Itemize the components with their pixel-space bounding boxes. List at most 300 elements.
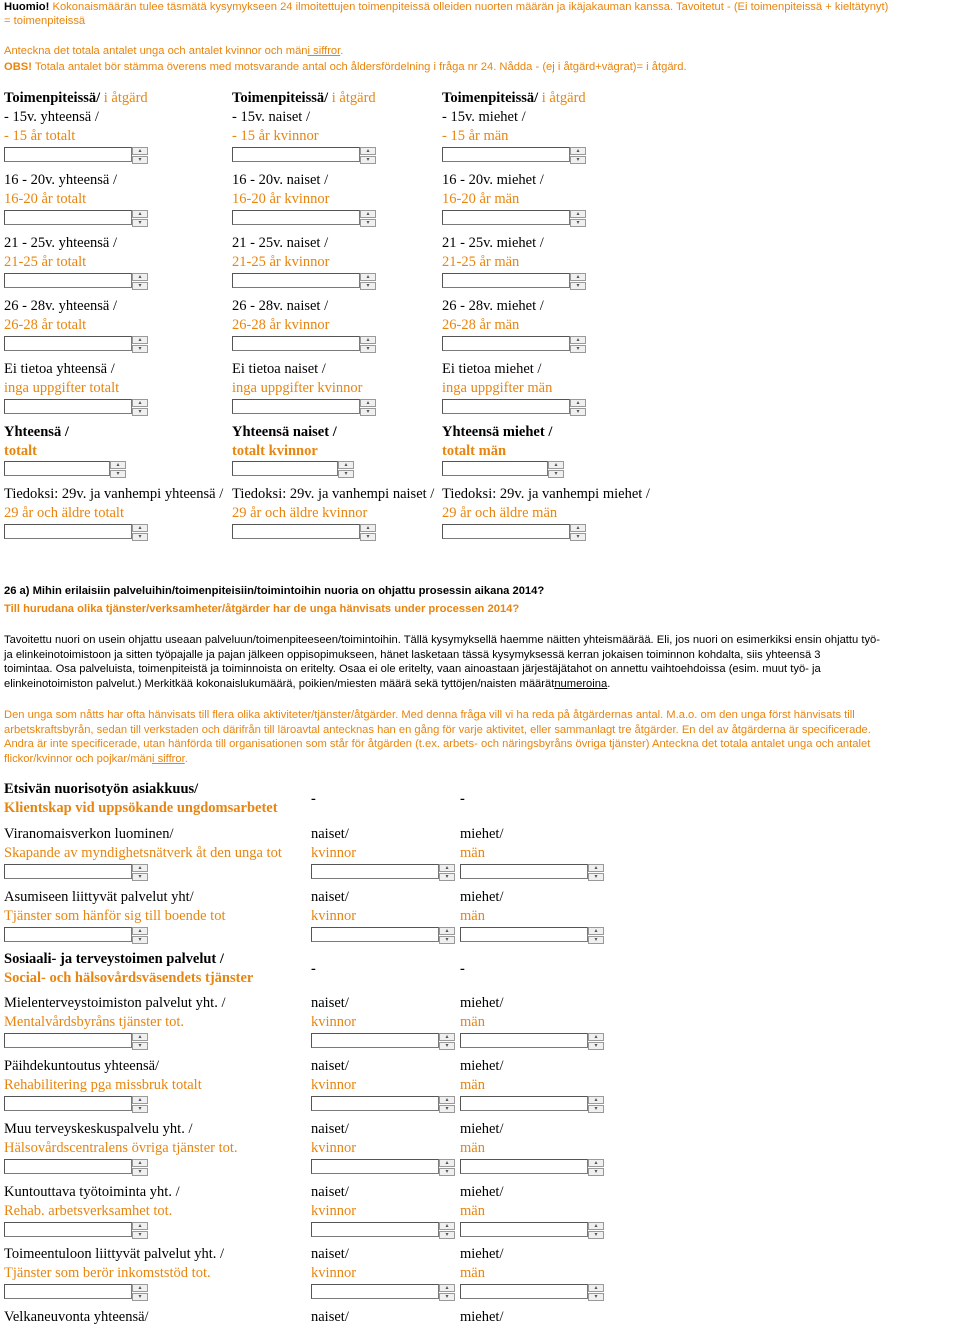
service-total-input-field[interactable] bbox=[4, 1159, 132, 1174]
service-men-input-field[interactable] bbox=[460, 1159, 588, 1174]
grid-cell-label-fi: - 15v. naiset / bbox=[232, 109, 310, 125]
men-label-sv: män bbox=[460, 1203, 485, 1219]
spin-down-icon[interactable]: ▾ bbox=[588, 936, 604, 944]
grid-cell-label-fi: 21 - 25v. naiset / bbox=[232, 235, 329, 251]
spin-down-icon[interactable]: ▾ bbox=[132, 1168, 148, 1176]
women-label-sv: kvinnor bbox=[311, 1077, 357, 1093]
spin-arrows[interactable] bbox=[360, 147, 376, 162]
total-input[interactable] bbox=[232, 461, 354, 476]
grid-cell-label-fi: 26 - 28v. yhteensä / bbox=[4, 298, 118, 314]
spin-up-icon[interactable]: ▴ bbox=[132, 1033, 148, 1041]
count-input[interactable] bbox=[442, 399, 586, 414]
spin-up-icon[interactable]: ▴ bbox=[588, 1284, 604, 1292]
spin-arrows[interactable] bbox=[570, 524, 586, 539]
grid-cell-label-sv: inga uppgifter män bbox=[442, 380, 553, 396]
service-total-input[interactable] bbox=[4, 864, 148, 879]
service-total-input-field[interactable] bbox=[4, 864, 132, 879]
spin-arrows[interactable] bbox=[110, 461, 126, 476]
women-label-fi: naiset/ bbox=[311, 995, 349, 1011]
service-men-input[interactable] bbox=[460, 1222, 604, 1237]
spin-down-icon[interactable]: ▾ bbox=[132, 1293, 148, 1301]
spin-down-icon[interactable]: ▾ bbox=[588, 1231, 604, 1239]
grid-cell-label-fi: - 15v. miehet / bbox=[442, 109, 526, 125]
spin-up-icon[interactable]: ▴ bbox=[132, 1159, 148, 1167]
grid-cell-label-sv: 21-25 år kvinnor bbox=[232, 254, 330, 270]
spin-up-icon[interactable]: ▴ bbox=[588, 864, 604, 872]
spin-up-icon[interactable]: ▴ bbox=[570, 210, 586, 218]
service-total-input-field[interactable] bbox=[4, 1284, 132, 1299]
total-label-fi: Yhteensä naiset / bbox=[232, 424, 337, 440]
service-women-input-field[interactable] bbox=[311, 1159, 439, 1174]
count-input[interactable] bbox=[4, 147, 148, 162]
service-label-sv: Tjänster som berör inkomststöd tot. bbox=[4, 1265, 211, 1281]
count-input-field[interactable] bbox=[4, 210, 132, 225]
q26-desc-sv: Den unga som nåtts har ofta hänvisats till flera olika aktiviteter/tjänster/åtgärder. Med denna fråga vill vi ha reda på åtgärdernas antal. M.a.o. om den unga först hänvisats till arbetskraftsbyrån, sedan till verkstaden och därifrån till läroavtal antecknas han en gång för varje aktivitet, eller sammanlagt tre åtgärder. En del av åtgärderna är specificerade. Andra är inte specificerade, utan hänförda till organisationen som står för åtgärden (t.ex. arbets- och näringsbyråns övriga tjänster) Anteckna det totala antalet unga och antalet flickor/kvinnor och pojkar/mäni siffror. bbox=[4, 709, 871, 765]
spin-down-icon[interactable]: ▾ bbox=[360, 156, 376, 164]
dash: - bbox=[460, 961, 465, 977]
count-input-field[interactable] bbox=[4, 399, 132, 414]
spin-down-icon[interactable]: ▾ bbox=[588, 1105, 604, 1113]
service-women-input-field[interactable] bbox=[311, 864, 439, 879]
q26-title-fi: 26 a) Mihin erilaisiin palveluihin/toimenpiteisiin/toimintoihin nuoria on ohjattu prosessin aikana 2014? bbox=[4, 585, 545, 597]
spin-up-icon[interactable]: ▴ bbox=[439, 864, 455, 872]
grid-cell-label-fi: 26 - 28v. miehet / bbox=[442, 298, 544, 314]
count-input[interactable] bbox=[4, 210, 148, 225]
service-label-fi: Päihdekuntoutus yhteensä/ bbox=[4, 1058, 160, 1074]
notice-fi bbox=[4, 0, 956, 15]
men-label-fi: miehet/ bbox=[460, 1184, 504, 1200]
count-input[interactable] bbox=[232, 336, 376, 351]
spin-arrows[interactable] bbox=[132, 1222, 148, 1237]
spin-up-icon[interactable]: ▴ bbox=[360, 336, 376, 344]
spin-up-icon[interactable]: ▴ bbox=[132, 1222, 148, 1230]
service-label-sv: Rehabilitering pga missbruk totalt bbox=[4, 1077, 202, 1093]
service-women-input-field[interactable] bbox=[311, 1096, 439, 1111]
spin-down-icon[interactable]: ▾ bbox=[439, 1042, 455, 1050]
spin-down-icon[interactable]: ▾ bbox=[570, 408, 586, 416]
spin-arrows[interactable] bbox=[132, 1284, 148, 1299]
grid-cell-label-fi: Ei tietoa yhteensä / bbox=[4, 361, 115, 377]
spin-down-icon[interactable]: ▾ bbox=[570, 533, 586, 541]
service-group-title-fi: Etsivän nuorisotyön asiakkuus/ bbox=[4, 781, 199, 797]
women-label-fi: naiset/ bbox=[311, 826, 349, 842]
over29-input[interactable] bbox=[442, 524, 586, 539]
men-label-fi: miehet/ bbox=[460, 995, 504, 1011]
service-label-fi: Kuntouttava työtoiminta yht. / bbox=[4, 1184, 180, 1200]
spin-arrows[interactable] bbox=[588, 864, 604, 879]
total-input[interactable] bbox=[442, 461, 564, 476]
spin-down-icon[interactable]: ▾ bbox=[570, 156, 586, 164]
grid-cell-label-fi: 21 - 25v. yhteensä / bbox=[4, 235, 118, 251]
service-total-input[interactable] bbox=[4, 1222, 148, 1237]
spin-arrows[interactable] bbox=[570, 210, 586, 225]
grid-header: Toimenpiteissä/ i åtgärd bbox=[442, 90, 586, 106]
count-input-field[interactable] bbox=[232, 147, 360, 162]
spin-arrows[interactable] bbox=[439, 1222, 455, 1237]
spin-arrows[interactable] bbox=[132, 210, 148, 225]
grid-cell-label-fi: 16 - 20v. miehet / bbox=[442, 172, 544, 188]
service-label-fi: Viranomaisverkon luominen/ bbox=[4, 826, 174, 842]
spin-down-icon[interactable]: ▾ bbox=[132, 156, 148, 164]
spin-arrows[interactable] bbox=[132, 1159, 148, 1174]
service-total-input[interactable] bbox=[4, 1159, 148, 1174]
spin-down-icon[interactable]: ▾ bbox=[588, 1168, 604, 1176]
notice-fi-line1: Kokonaismäärän tulee täsmätä kysymykseen 24 ilmoitettujen toimenpiteissä olleiden nuorten määrän ja ikäjakauman kanssa. Tavoitetut - (Ei toimenpiteissä + kieltätynyt) bbox=[49, 1, 889, 13]
spin-arrows[interactable] bbox=[570, 399, 586, 414]
spin-arrows[interactable] bbox=[588, 1159, 604, 1174]
count-input-field[interactable] bbox=[442, 273, 570, 288]
spin-up-icon[interactable]: ▴ bbox=[132, 399, 148, 407]
men-label-fi: miehet/ bbox=[460, 1121, 504, 1137]
spin-down-icon[interactable]: ▾ bbox=[360, 219, 376, 227]
count-input-field[interactable] bbox=[232, 399, 360, 414]
grid-cell-label-fi: 21 - 25v. miehet / bbox=[442, 235, 544, 251]
count-input-field[interactable] bbox=[442, 336, 570, 351]
spin-down-icon[interactable]: ▾ bbox=[439, 873, 455, 881]
service-women-input[interactable] bbox=[311, 927, 455, 942]
service-label-fi: Mielenterveystoimiston palvelut yht. / bbox=[4, 995, 226, 1011]
women-label-fi: naiset/ bbox=[311, 1184, 349, 1200]
spin-down-icon[interactable]: ▾ bbox=[132, 1042, 148, 1050]
service-group-title-sv: Social- och hälsovårdsväsendets tjänster bbox=[4, 970, 254, 986]
grid-cell-label-sv: 26-28 år kvinnor bbox=[232, 317, 330, 333]
spin-down-icon[interactable]: ▾ bbox=[548, 470, 564, 478]
service-label-fi: Toimeentuloon liittyvät palvelut yht. / bbox=[4, 1246, 225, 1262]
service-men-input-field[interactable] bbox=[460, 864, 588, 879]
over29-label-fi: Tiedoksi: 29v. ja vanhempi naiset / bbox=[232, 486, 435, 502]
grid-cell-label-sv: inga uppgifter totalt bbox=[4, 380, 120, 396]
grid-cell-label-sv: 16-20 år män bbox=[442, 191, 520, 207]
service-total-input-field[interactable] bbox=[4, 1222, 132, 1237]
spin-up-icon[interactable]: ▴ bbox=[132, 336, 148, 344]
service-women-input[interactable] bbox=[311, 864, 455, 879]
spin-up-icon[interactable]: ▴ bbox=[360, 399, 376, 407]
count-input[interactable] bbox=[232, 273, 376, 288]
service-label-fi: Velkaneuvonta yhteensä/ bbox=[4, 1309, 149, 1325]
spin-arrows[interactable] bbox=[360, 273, 376, 288]
spin-arrows[interactable] bbox=[360, 336, 376, 351]
count-input[interactable] bbox=[442, 147, 586, 162]
spin-down-icon[interactable]: ▾ bbox=[570, 345, 586, 353]
spin-up-icon[interactable]: ▴ bbox=[338, 461, 354, 469]
spin-arrows[interactable] bbox=[132, 864, 148, 879]
service-women-input[interactable] bbox=[311, 1033, 455, 1048]
spin-arrows[interactable] bbox=[132, 1033, 148, 1048]
spin-down-icon[interactable]: ▾ bbox=[439, 1168, 455, 1176]
grid-cell-label-sv: 16-20 år kvinnor bbox=[232, 191, 330, 207]
grid-cell-label-sv: inga uppgifter kvinnor bbox=[232, 380, 363, 396]
service-men-input-field[interactable] bbox=[460, 1284, 588, 1299]
service-label-fi: Asumiseen liittyvät palvelut yht/ bbox=[4, 889, 194, 905]
women-label-fi: naiset/ bbox=[311, 1058, 349, 1074]
spin-arrows[interactable] bbox=[588, 1096, 604, 1111]
service-men-input-field[interactable] bbox=[460, 927, 588, 942]
spin-up-icon[interactable]: ▴ bbox=[570, 273, 586, 281]
spin-down-icon[interactable]: ▾ bbox=[588, 1293, 604, 1301]
spin-down-icon[interactable]: ▾ bbox=[570, 282, 586, 290]
total-input-field[interactable] bbox=[442, 461, 548, 476]
i-siffror-link-2[interactable]: i siffror bbox=[151, 752, 185, 765]
spin-up-icon[interactable]: ▴ bbox=[132, 927, 148, 935]
service-label-sv: Skapande av myndighetsnätverk åt den unga tot bbox=[4, 845, 282, 861]
count-input-field[interactable] bbox=[442, 210, 570, 225]
spin-up-icon[interactable]: ▴ bbox=[570, 147, 586, 155]
men-label-fi: miehet/ bbox=[460, 1058, 504, 1074]
grid-cell-label-sv: - 15 år kvinnor bbox=[232, 128, 319, 144]
service-men-input-field[interactable] bbox=[460, 1222, 588, 1237]
count-input[interactable] bbox=[232, 210, 376, 225]
count-input[interactable] bbox=[442, 273, 586, 288]
spin-up-icon[interactable]: ▴ bbox=[439, 1222, 455, 1230]
spin-down-icon[interactable]: ▾ bbox=[588, 873, 604, 881]
i-siffror-link[interactable]: i siffror bbox=[307, 45, 341, 57]
service-men-input[interactable] bbox=[460, 1033, 604, 1048]
service-label-sv: Rehab. arbetsverksamhet tot. bbox=[4, 1203, 173, 1219]
spin-down-icon[interactable]: ▾ bbox=[439, 1231, 455, 1239]
spin-arrows[interactable] bbox=[588, 1222, 604, 1237]
spin-down-icon[interactable]: ▾ bbox=[132, 533, 148, 541]
service-women-input[interactable] bbox=[311, 1096, 455, 1111]
service-men-input-field[interactable] bbox=[460, 1096, 588, 1111]
spin-arrows[interactable] bbox=[132, 927, 148, 942]
grid-cell-label-sv: 16-20 år totalt bbox=[4, 191, 87, 207]
spin-down-icon[interactable]: ▾ bbox=[132, 1105, 148, 1113]
over29-input[interactable] bbox=[232, 524, 376, 539]
service-total-input[interactable] bbox=[4, 1033, 148, 1048]
spin-down-icon[interactable]: ▾ bbox=[132, 345, 148, 353]
spin-arrows[interactable] bbox=[132, 524, 148, 539]
women-label-sv: kvinnor bbox=[311, 908, 357, 924]
notice-huomio: Huomio! bbox=[4, 1, 50, 13]
spin-up-icon[interactable]: ▴ bbox=[360, 524, 376, 532]
service-men-input[interactable] bbox=[460, 1096, 604, 1111]
spin-arrows[interactable] bbox=[360, 524, 376, 539]
count-input-field[interactable] bbox=[4, 336, 132, 351]
spin-down-icon[interactable]: ▾ bbox=[132, 408, 148, 416]
spin-up-icon[interactable]: ▴ bbox=[360, 273, 376, 281]
spin-down-icon[interactable]: ▾ bbox=[132, 936, 148, 944]
over29-label-sv: 29 år och äldre kvinnor bbox=[232, 505, 368, 521]
spin-arrows[interactable] bbox=[548, 461, 564, 476]
spin-down-icon[interactable]: ▾ bbox=[570, 219, 586, 227]
count-input[interactable] bbox=[4, 336, 148, 351]
grid-cell-label-sv: 26-28 år män bbox=[442, 317, 520, 333]
spin-down-icon[interactable]: ▾ bbox=[360, 282, 376, 290]
spin-arrows[interactable] bbox=[132, 147, 148, 162]
numeroina-link[interactable]: numeroina bbox=[554, 677, 608, 690]
count-input-field[interactable] bbox=[232, 336, 360, 351]
over29-input-field[interactable] bbox=[4, 524, 132, 539]
spin-up-icon[interactable]: ▴ bbox=[132, 210, 148, 218]
total-label-fi: Yhteensä / bbox=[4, 424, 69, 440]
spin-down-icon[interactable]: ▾ bbox=[439, 1293, 455, 1301]
spin-arrows[interactable] bbox=[439, 1159, 455, 1174]
spin-arrows[interactable] bbox=[439, 1096, 455, 1111]
total-label-fi: Yhteensä miehet / bbox=[442, 424, 553, 440]
spin-down-icon[interactable]: ▾ bbox=[439, 1105, 455, 1113]
spin-down-icon[interactable]: ▾ bbox=[360, 408, 376, 416]
spin-up-icon[interactable]: ▴ bbox=[570, 399, 586, 407]
service-total-input-field[interactable] bbox=[4, 1033, 132, 1048]
total-label-sv: totalt män bbox=[442, 443, 507, 459]
count-input[interactable] bbox=[232, 399, 376, 414]
spin-up-icon[interactable]: ▴ bbox=[360, 210, 376, 218]
men-label-fi: miehet/ bbox=[460, 889, 504, 905]
service-total-input[interactable] bbox=[4, 927, 148, 942]
spin-up-icon[interactable]: ▴ bbox=[588, 1096, 604, 1104]
total-input-field[interactable] bbox=[232, 461, 338, 476]
women-label-sv: kvinnor bbox=[311, 1203, 357, 1219]
service-total-input[interactable] bbox=[4, 1096, 148, 1111]
spin-arrows[interactable] bbox=[132, 399, 148, 414]
spin-arrows[interactable] bbox=[570, 147, 586, 162]
spin-down-icon[interactable]: ▾ bbox=[360, 345, 376, 353]
over29-input-field[interactable] bbox=[442, 524, 570, 539]
spin-down-icon[interactable]: ▾ bbox=[360, 533, 376, 541]
service-women-input-field[interactable] bbox=[311, 1033, 439, 1048]
spin-arrows[interactable] bbox=[132, 273, 148, 288]
spin-up-icon[interactable]: ▴ bbox=[360, 147, 376, 155]
count-input-field[interactable] bbox=[442, 399, 570, 414]
spin-up-icon[interactable]: ▴ bbox=[132, 864, 148, 872]
count-input[interactable] bbox=[4, 273, 148, 288]
spin-up-icon[interactable]: ▴ bbox=[439, 1159, 455, 1167]
service-total-input-field[interactable] bbox=[4, 1096, 132, 1111]
spin-down-icon[interactable]: ▾ bbox=[439, 936, 455, 944]
spin-arrows[interactable] bbox=[132, 336, 148, 351]
count-input-field[interactable] bbox=[232, 210, 360, 225]
spin-up-icon[interactable]: ▴ bbox=[132, 147, 148, 155]
over29-label-fi: Tiedoksi: 29v. ja vanhempi miehet / bbox=[442, 486, 650, 502]
spin-up-icon[interactable]: ▴ bbox=[110, 461, 126, 469]
spin-down-icon[interactable]: ▾ bbox=[132, 873, 148, 881]
count-input-field[interactable] bbox=[4, 147, 132, 162]
service-men-input[interactable] bbox=[460, 864, 604, 879]
grid-header: Toimenpiteissä/ i åtgärd bbox=[4, 90, 148, 106]
total-input-field[interactable] bbox=[4, 461, 110, 476]
notice-sv-line2: OBS! Totala antalet bör stämma överens med motsvarande antal och åldersfördelning i fråga nr 24. Nådda - (ej i åtgärd+vägrat)= i åtgärd. bbox=[4, 61, 687, 73]
spin-arrows[interactable] bbox=[570, 336, 586, 351]
total-input[interactable] bbox=[4, 461, 126, 476]
spin-down-icon[interactable]: ▾ bbox=[588, 1042, 604, 1050]
grid-cell-label-sv: 21-25 år män bbox=[442, 254, 520, 270]
service-women-input[interactable] bbox=[311, 1159, 455, 1174]
service-men-input-field[interactable] bbox=[460, 1033, 588, 1048]
notice-obs: OBS! bbox=[4, 61, 32, 73]
grid-cell-label-fi: 16 - 20v. naiset / bbox=[232, 172, 329, 188]
spin-up-icon[interactable]: ▴ bbox=[570, 336, 586, 344]
spin-up-icon[interactable]: ▴ bbox=[588, 1159, 604, 1167]
spin-arrows[interactable] bbox=[360, 399, 376, 414]
spin-up-icon[interactable]: ▴ bbox=[132, 1096, 148, 1104]
spin-arrows[interactable] bbox=[439, 1284, 455, 1299]
service-men-input[interactable] bbox=[460, 1159, 604, 1174]
service-men-input[interactable] bbox=[460, 927, 604, 942]
spin-up-icon[interactable]: ▴ bbox=[570, 524, 586, 532]
service-total-input-field[interactable] bbox=[4, 927, 132, 942]
men-label-sv: män bbox=[460, 1265, 485, 1281]
spin-arrows[interactable] bbox=[570, 273, 586, 288]
service-women-input-field[interactable] bbox=[311, 1222, 439, 1237]
grid-cell-label-fi: Ei tietoa miehet / bbox=[442, 361, 542, 377]
dash: - bbox=[311, 791, 316, 807]
over29-label-sv: 29 år och äldre totalt bbox=[4, 505, 124, 521]
spin-down-icon[interactable]: ▾ bbox=[110, 470, 126, 478]
spin-down-icon[interactable]: ▾ bbox=[132, 1231, 148, 1239]
spin-arrows[interactable] bbox=[439, 1033, 455, 1048]
grid-cell-label-fi: - 15v. yhteensä / bbox=[4, 109, 99, 125]
spin-up-icon[interactable]: ▴ bbox=[548, 461, 564, 469]
spin-arrows[interactable] bbox=[439, 864, 455, 879]
women-label-sv: kvinnor bbox=[311, 1014, 357, 1030]
spin-arrows[interactable] bbox=[439, 927, 455, 942]
dash: - bbox=[311, 961, 316, 977]
over29-input-field[interactable] bbox=[232, 524, 360, 539]
spin-arrows[interactable] bbox=[588, 927, 604, 942]
count-input-field[interactable] bbox=[442, 147, 570, 162]
spin-up-icon[interactable]: ▴ bbox=[439, 1284, 455, 1292]
spin-arrows[interactable] bbox=[588, 1033, 604, 1048]
over29-input[interactable] bbox=[4, 524, 148, 539]
service-men-input[interactable] bbox=[460, 1284, 604, 1299]
men-label-sv: män bbox=[460, 845, 485, 861]
spin-up-icon[interactable]: ▴ bbox=[132, 273, 148, 281]
total-label-sv: totalt bbox=[4, 443, 38, 459]
service-women-input[interactable] bbox=[311, 1284, 455, 1299]
men-label-sv: män bbox=[460, 908, 485, 924]
spin-up-icon[interactable]: ▴ bbox=[132, 524, 148, 532]
count-input[interactable] bbox=[442, 210, 586, 225]
grid-cell-label-sv: - 15 år män bbox=[442, 128, 509, 144]
count-input[interactable] bbox=[442, 336, 586, 351]
women-label-fi: naiset/ bbox=[311, 1309, 349, 1325]
spin-up-icon[interactable]: ▴ bbox=[439, 1033, 455, 1041]
spin-arrows[interactable] bbox=[132, 1096, 148, 1111]
women-label-fi: naiset/ bbox=[311, 1246, 349, 1262]
count-input-field[interactable] bbox=[4, 273, 132, 288]
service-women-input-field[interactable] bbox=[311, 1284, 439, 1299]
count-input[interactable] bbox=[232, 147, 376, 162]
spin-up-icon[interactable]: ▴ bbox=[439, 1096, 455, 1104]
over29-label-fi: Tiedoksi: 29v. ja vanhempi yhteensä / bbox=[4, 486, 224, 502]
service-women-input-field[interactable] bbox=[311, 927, 439, 942]
count-input[interactable] bbox=[4, 399, 148, 414]
women-label-sv: kvinnor bbox=[311, 845, 357, 861]
service-label-fi: Muu terveyskeskuspalvelu yht. / bbox=[4, 1121, 193, 1137]
spin-up-icon[interactable]: ▴ bbox=[588, 927, 604, 935]
spin-up-icon[interactable]: ▴ bbox=[588, 1222, 604, 1230]
grid-cell-label-sv: - 15 år totalt bbox=[4, 128, 76, 144]
grid-cell-label-fi: 26 - 28v. naiset / bbox=[232, 298, 329, 314]
grid-header: Toimenpiteissä/ i åtgärd bbox=[232, 90, 376, 106]
spin-arrows[interactable] bbox=[588, 1284, 604, 1299]
spin-up-icon[interactable]: ▴ bbox=[132, 1284, 148, 1292]
spin-arrows[interactable] bbox=[338, 461, 354, 476]
count-input-field[interactable] bbox=[232, 273, 360, 288]
spin-down-icon[interactable]: ▾ bbox=[338, 470, 354, 478]
grid-cell-label-fi: 16 - 20v. yhteensä / bbox=[4, 172, 118, 188]
spin-down-icon[interactable]: ▾ bbox=[132, 219, 148, 227]
spin-up-icon[interactable]: ▴ bbox=[588, 1033, 604, 1041]
service-women-input[interactable] bbox=[311, 1222, 455, 1237]
spin-arrows[interactable] bbox=[360, 210, 376, 225]
grid-cell-label-sv: 26-28 år totalt bbox=[4, 317, 87, 333]
spin-up-icon[interactable]: ▴ bbox=[439, 927, 455, 935]
spin-down-icon[interactable]: ▾ bbox=[132, 282, 148, 290]
women-label-sv: kvinnor bbox=[311, 1265, 357, 1281]
men-label-sv: män bbox=[460, 1077, 485, 1093]
service-total-input[interactable] bbox=[4, 1284, 148, 1299]
